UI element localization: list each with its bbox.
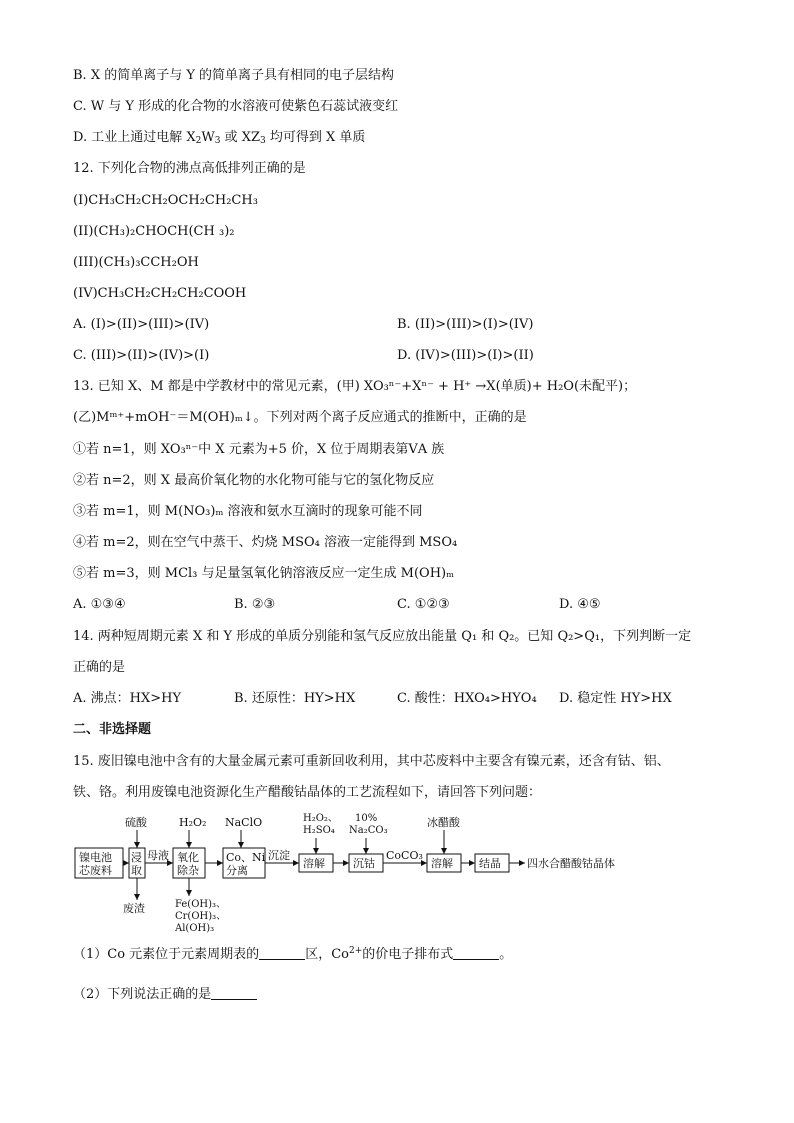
- q14-stem-line2: 正确的是: [73, 660, 126, 675]
- box-oxidize-line1: 氧化: [177, 851, 199, 864]
- box-leach-line1: 浸: [131, 851, 142, 864]
- q15-part-1: （1）Co 元素位于元素周期表的 区，$Co^{2+}$的价电子排布式 。: [73, 946, 513, 962]
- q12-compound-1: (I)CH₃CH₂CH₂OCH₂CH₂CH₃: [73, 193, 258, 208]
- q14-option-b: B. 还原性：HY>HX: [234, 691, 356, 706]
- q13-option-b: B. ②③: [234, 597, 276, 612]
- q11-option-b: B. X 的简单离子与 Y 的简单离子具有相同的电子层结构: [73, 68, 395, 83]
- answer-blank-1[interactable]: [259, 947, 305, 960]
- q11-option-d: D. 工业上通过电解 $X_2W_3$ 或 $XZ_3$ 均可得到 X 单质: [73, 130, 366, 146]
- box-battery-waste-line1: 镍电池: [79, 851, 112, 864]
- q15-part-2: （2）下列说法正确的是: [73, 986, 257, 1004]
- q13-statement-4: ④若 m=2，则在空气中蒸干、灼烧 MSO₄ 溶液一定能得到 MSO₄: [73, 535, 458, 550]
- box-dissolve-2-label: 溶解: [431, 857, 453, 870]
- q12-compound-3: (III)(CH₃)₃CCH₂OH: [73, 255, 199, 270]
- q14-option-c: C. 酸性：HXO₄>HYO₄: [397, 691, 537, 706]
- q14-option-d: D. 稳定性 HY>HX: [559, 691, 672, 706]
- output-waste-residue: 废渣: [123, 902, 145, 915]
- q13-option-a: A. ①③④: [73, 597, 126, 612]
- box-separate-line2: 分离: [226, 864, 248, 877]
- q15-stem-line2: 铁、铬。利用废镍电池资源化生产醋酸钴晶体的工艺流程如下，请回答下列问题：: [73, 785, 542, 800]
- q15-stem-line1: 15. 废旧镍电池中含有的大量金属元素可重新回收利用，其中芯废料中主要含有镍元素，还含有钴、铝、: [73, 754, 670, 769]
- output-hydroxide-fe: Fe(OH)₃、: [175, 899, 227, 910]
- q12-option-b: B. (II)>(III)>(I)>(IV): [397, 317, 534, 332]
- q12-option-d: D. (IV)>(III)>(I)>(II): [397, 348, 534, 363]
- arrow-label-filtrate: 母液: [147, 849, 169, 862]
- section-heading: 二、非选择题: [73, 722, 152, 737]
- q13-option-d: D. ④⑤: [559, 597, 601, 612]
- q12-compound-4: (IV)CH₃CH₂CH₂CH₂COOH: [73, 286, 247, 301]
- q13-statement-1: ①若 n=1，则 XO₃ⁿ⁻中 X 元素为+5 价，X 位于周期表第ⅤA 族: [73, 442, 445, 457]
- box-oxidize-line2: 除杂: [177, 864, 199, 877]
- arrow-label-coco3: CoCO₃: [386, 849, 423, 862]
- box-precipitate-label: 沉钴: [353, 857, 375, 870]
- output-hydroxide-cr: Cr(OH)₃、: [175, 911, 227, 922]
- reagent-acetic-acid: 冰醋酸: [427, 816, 460, 829]
- reagent-naclo: NaClO: [225, 816, 263, 829]
- arrow-label-precipitate: 沉淀: [268, 849, 290, 862]
- process-flowchart: [73, 812, 633, 937]
- q13-statement-2: ②若 n=2，则 X 最高价氧化物的水化物可能与它的氢化物反应: [73, 473, 435, 488]
- box-separate-line1: Co、Ni: [226, 851, 266, 864]
- q12-compound-2: (II)(CH₃)₂CHOCH(CH ₃)₂: [73, 224, 235, 239]
- reagent-h2o2-h2so4-line1: H₂O₂、: [303, 813, 338, 824]
- answer-blank-2[interactable]: [453, 947, 499, 960]
- product-label: 四水合醋酸钴晶体: [527, 857, 615, 870]
- q13-stem-line1: 13. 已知 X、M 都是中学教材中的常见元素，(甲) XO₃ⁿ⁻+Xⁿ⁻ + H⁺ →X(单质)+ H₂O(未配平)；: [73, 379, 637, 394]
- answer-blank-3[interactable]: [211, 987, 257, 1000]
- reagent-na2co3-line2: Na₂CO₃: [349, 825, 388, 836]
- q13-statement-5: ⑤若 m=3，则 MCl₃ 与足量氢氧化钠溶液反应一定生成 M(OH)ₘ: [73, 566, 455, 581]
- q14-option-a: A. 沸点：HX>HY: [73, 691, 182, 706]
- reagent-h2o2-h2so4-line2: H₂SO₄: [303, 825, 335, 836]
- q13-statement-3: ③若 m=1，则 M(NO₃)ₘ 溶液和氨水互滴时的现象可能不同: [73, 504, 423, 519]
- q13-stem-line2: (乙)Mᵐ⁺+mOH⁻＝M(OH)ₘ↓。下列对两个离子反应通式的推断中，正确的是: [73, 410, 527, 425]
- box-leach-line2: 取: [131, 864, 142, 877]
- reagent-na2co3-line1: 10%: [355, 813, 378, 824]
- q12-option-a: A. (I)>(II)>(III)>(IV): [73, 317, 210, 332]
- output-hydroxide-al: Al(OH)₃: [175, 923, 215, 934]
- box-dissolve-1-label: 溶解: [303, 857, 325, 870]
- q13-option-c: C. ①②③: [397, 597, 450, 612]
- q11-option-c: C. W 与 Y 形成的化合物的水溶液可使紫色石蕊试液变红: [73, 99, 399, 114]
- reagent-h2o2: H₂O₂: [179, 816, 207, 829]
- q12-option-c: C. (III)>(II)>(IV)>(I): [73, 348, 210, 363]
- box-crystallize-label: 结晶: [479, 857, 501, 870]
- box-battery-waste-line2: 芯废料: [79, 864, 112, 877]
- reagent-sulfuric-acid: 硫酸: [125, 816, 147, 829]
- q14-stem-line1: 14. 两种短周期元素 X 和 Y 形成的单质分别能和氢气反应放出能量 Q₁ 和 Q₂。已知 Q₂>Q₁，下列判断一定: [73, 629, 692, 644]
- q12-stem: 12. 下列化合物的沸点高低排列正确的是: [73, 161, 306, 176]
